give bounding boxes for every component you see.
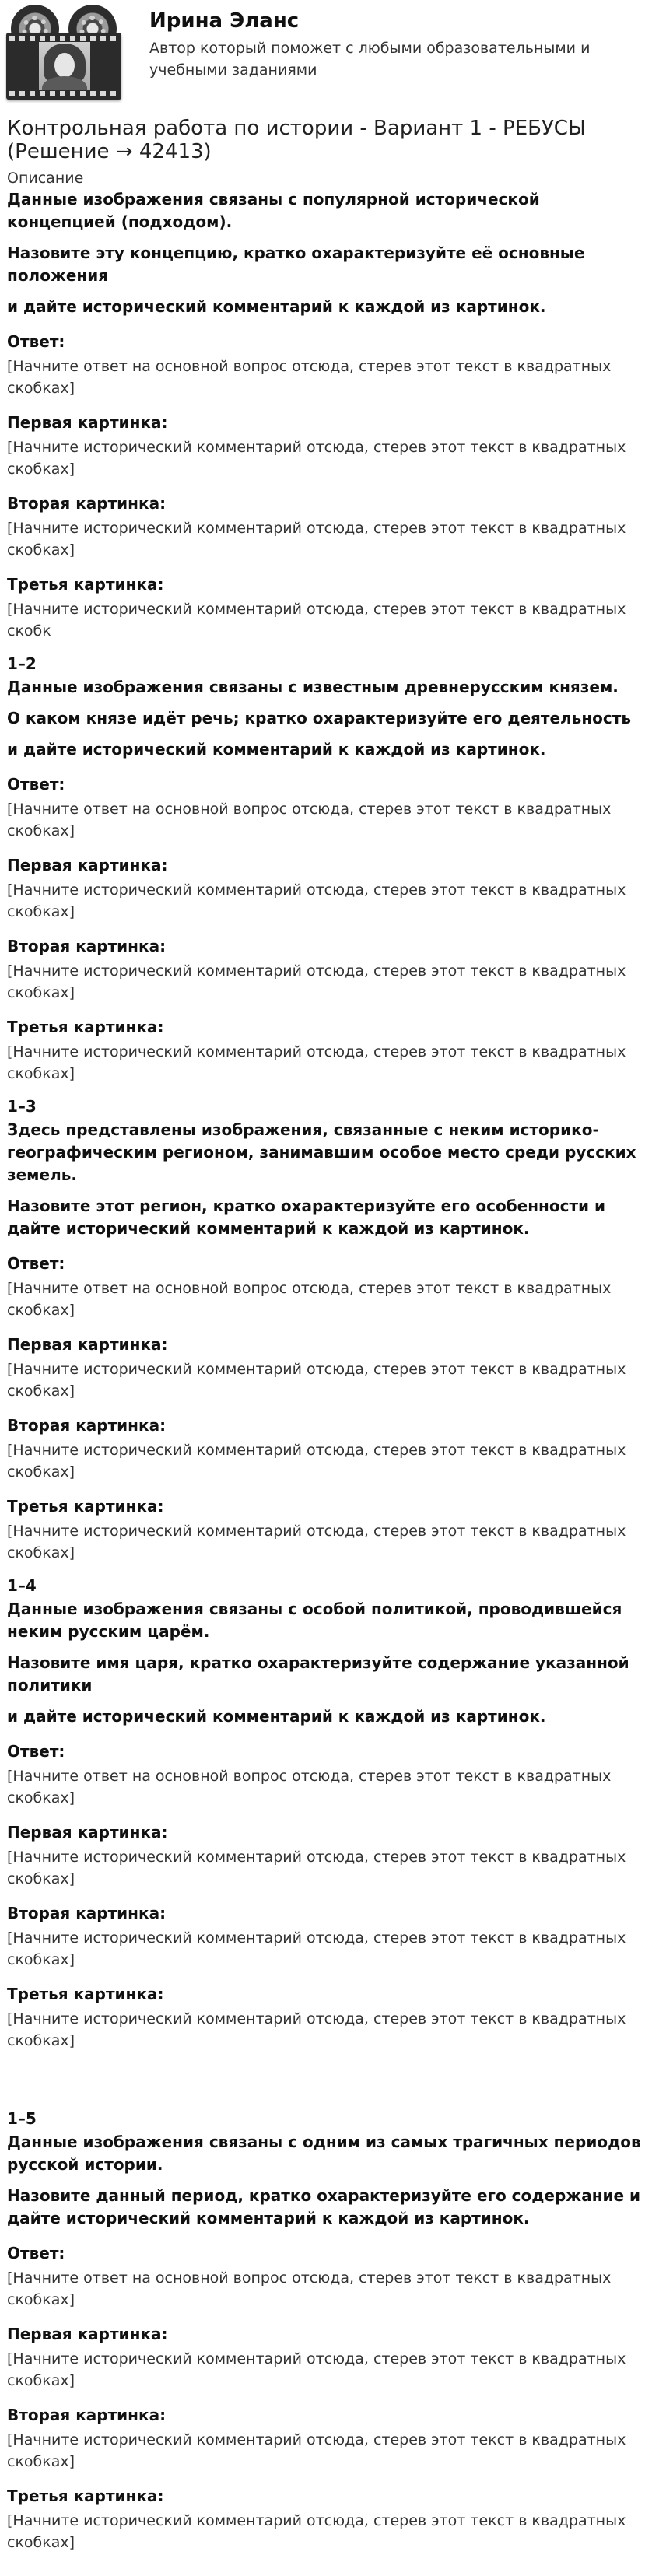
picture-3-label: Третья картинка: <box>7 2487 164 2505</box>
answer-label: Ответ: <box>7 1254 65 1273</box>
answer-label: Ответ: <box>7 2244 65 2262</box>
task-question: Данные изображения связаны с особой политикой, проводившейся неким русским царём. <box>7 1600 622 1641</box>
answer-placeholder[interactable]: [Начните ответ на основной вопрос отсюда, стерев этот текст в квадратных скобках] <box>7 1280 612 1319</box>
author-photo <box>39 42 90 90</box>
picture-2-label: Вторая картинка: <box>7 2406 167 2424</box>
comment-placeholder[interactable]: [Начните исторический комментарий отсюда, стерев этот текст в квадратных скобках] <box>7 881 626 920</box>
task-question: О каком князе идёт речь; кратко охарактеризуйте его деятельность <box>7 709 631 727</box>
comment-placeholder[interactable]: [Начните исторический комментарий отсюда, стерев этот текст в квадратных скобках] <box>7 1523 626 1561</box>
task-1-2 <box>7 653 650 1085</box>
picture-1-label: Первая картинка: <box>7 413 168 432</box>
answer-placeholder[interactable]: [Начните ответ на основной вопрос отсюда, стерев этот текст в квадратных скобках] <box>7 801 612 839</box>
task-1 <box>7 188 650 642</box>
author-description: Автор который поможет с любыми образовательными и учебными заданиями <box>149 40 591 79</box>
author-card <box>0 0 659 114</box>
answer-placeholder[interactable]: [Начните ответ на основной вопрос отсюда, стерев этот текст в квадратных скобках] <box>7 1768 612 1807</box>
comment-placeholder[interactable]: [Начните исторический комментарий отсюда, стерев этот текст в квадратных скобках] <box>7 2512 626 2551</box>
task-number: 1–3 <box>7 1097 37 1116</box>
picture-3-label: Третья картинка: <box>7 1018 164 1036</box>
picture-1-label: Первая картинка: <box>7 2325 168 2343</box>
picture-3-label: Третья картинка: <box>7 1985 164 2003</box>
answer-label: Ответ: <box>7 332 65 351</box>
task-question: Данные изображения связаны с известным древнерусским князем. <box>7 678 619 696</box>
comment-placeholder[interactable]: [Начните исторический комментарий отсюда, стерев этот текст в квадратных скобках] <box>7 2431 626 2470</box>
comment-placeholder[interactable]: [Начните исторический комментарий отсюда, стерев этот текст в квадратных скобках] <box>7 439 626 478</box>
description-label: Описание <box>7 170 84 187</box>
task-question: Назовите имя царя, кратко охарактеризуйте содержание указанной политики <box>7 1653 629 1695</box>
task-question: Здесь представлены изображения, связанные с неким историко-географическим регионом, занимавшим особое место среди русских земель. <box>7 1120 636 1184</box>
picture-2-label: Вторая картинка: <box>7 1904 167 1922</box>
answer-label: Ответ: <box>7 1742 65 1761</box>
picture-2-label: Вторая картинка: <box>7 937 167 955</box>
picture-2-label: Вторая картинка: <box>7 494 167 513</box>
task-question: и дайте исторический комментарий к каждой из картинок. <box>7 297 546 316</box>
picture-1-label: Первая картинка: <box>7 1335 168 1354</box>
comment-placeholder[interactable]: [Начните исторический комментарий отсюда, стерев этот текст в квадратных скобках] <box>7 1442 626 1481</box>
task-question: Данные изображения связаны с одним из самых трагичных периодов русской истории. <box>7 2133 641 2174</box>
picture-1-label: Первая картинка: <box>7 1823 168 1842</box>
comment-placeholder[interactable]: [Начните исторический комментарий отсюда, стерев этот текст в квадратных скобках] <box>7 2350 626 2389</box>
task-question: Назовите эту концепцию, кратко охарактеризуйте её основные положения <box>7 244 585 285</box>
task-question: и дайте исторический комментарий к каждой из картинок. <box>7 740 546 759</box>
task-number: 1–4 <box>7 1576 37 1595</box>
comment-placeholder[interactable]: [Начните исторический комментарий отсюда, стерев этот текст в квадратных скобках] <box>7 1043 626 1082</box>
comment-placeholder[interactable]: [Начните исторический комментарий отсюда, стерев этот текст в квадратных скобках] <box>7 1849 626 1887</box>
comment-placeholder[interactable]: [Начните исторический комментарий отсюда, стерев этот текст в квадратных скобках] <box>7 1929 626 1968</box>
picture-3-label: Третья картинка: <box>7 1497 164 1516</box>
answer-label: Ответ: <box>7 775 65 794</box>
comment-placeholder[interactable]: [Начните исторический комментарий отсюда, стерев этот текст в квадратных скобках] <box>7 962 626 1001</box>
task-1-4 <box>7 1575 650 2052</box>
picture-2-label: Вторая картинка: <box>7 1416 167 1435</box>
answer-placeholder[interactable]: [Начните ответ на основной вопрос отсюда, стерев этот текст в квадратных скобках] <box>7 358 612 397</box>
picture-1-label: Первая картинка: <box>7 856 168 874</box>
comment-placeholder[interactable]: [Начните исторический комментарий отсюда, стерев этот текст в квадратных скобках] <box>7 520 626 559</box>
task-1-5 <box>7 2108 650 2553</box>
task-question: Назовите этот регион, кратко охарактеризуйте его особенности и дайте исторический комментарий к каждой из картинок. <box>7 1197 606 1238</box>
task-1-3 <box>7 1095 650 1564</box>
task-question: Данные изображения связаны с популярной исторической концепцией (подходом). <box>7 190 540 231</box>
comment-placeholder[interactable]: [Начните исторический комментарий отсюда, стерев этот текст в квадратных скобках] <box>7 1361 626 1400</box>
comment-placeholder[interactable]: [Начните исторический комментарий отсюда, стерев этот текст в квадратных скобк <box>7 601 626 640</box>
task-question: и дайте исторический комментарий к каждой из картинок. <box>7 1707 546 1726</box>
author-name[interactable]: Ирина Эланс <box>149 9 300 33</box>
comment-placeholder[interactable]: [Начните исторический комментарий отсюда, стерев этот текст в квадратных скобках] <box>7 2010 626 2049</box>
task-question: Назовите данный период, кратко охарактеризуйте его содержание и дайте исторический комментарий к каждой из картинок. <box>7 2186 641 2227</box>
task-number: 1–5 <box>7 2109 37 2128</box>
author-info <box>121 5 632 81</box>
avatar[interactable] <box>6 5 121 104</box>
document-title: Контрольная работа по истории - Вариант 1 - РЕБУСЫ (Решение → 42413) <box>7 117 586 163</box>
task-number: 1–2 <box>7 654 37 673</box>
document <box>0 117 659 2553</box>
picture-3-label: Третья картинка: <box>7 575 164 594</box>
answer-placeholder[interactable]: [Начните ответ на основной вопрос отсюда, стерев этот текст в квадратных скобках] <box>7 2269 612 2308</box>
